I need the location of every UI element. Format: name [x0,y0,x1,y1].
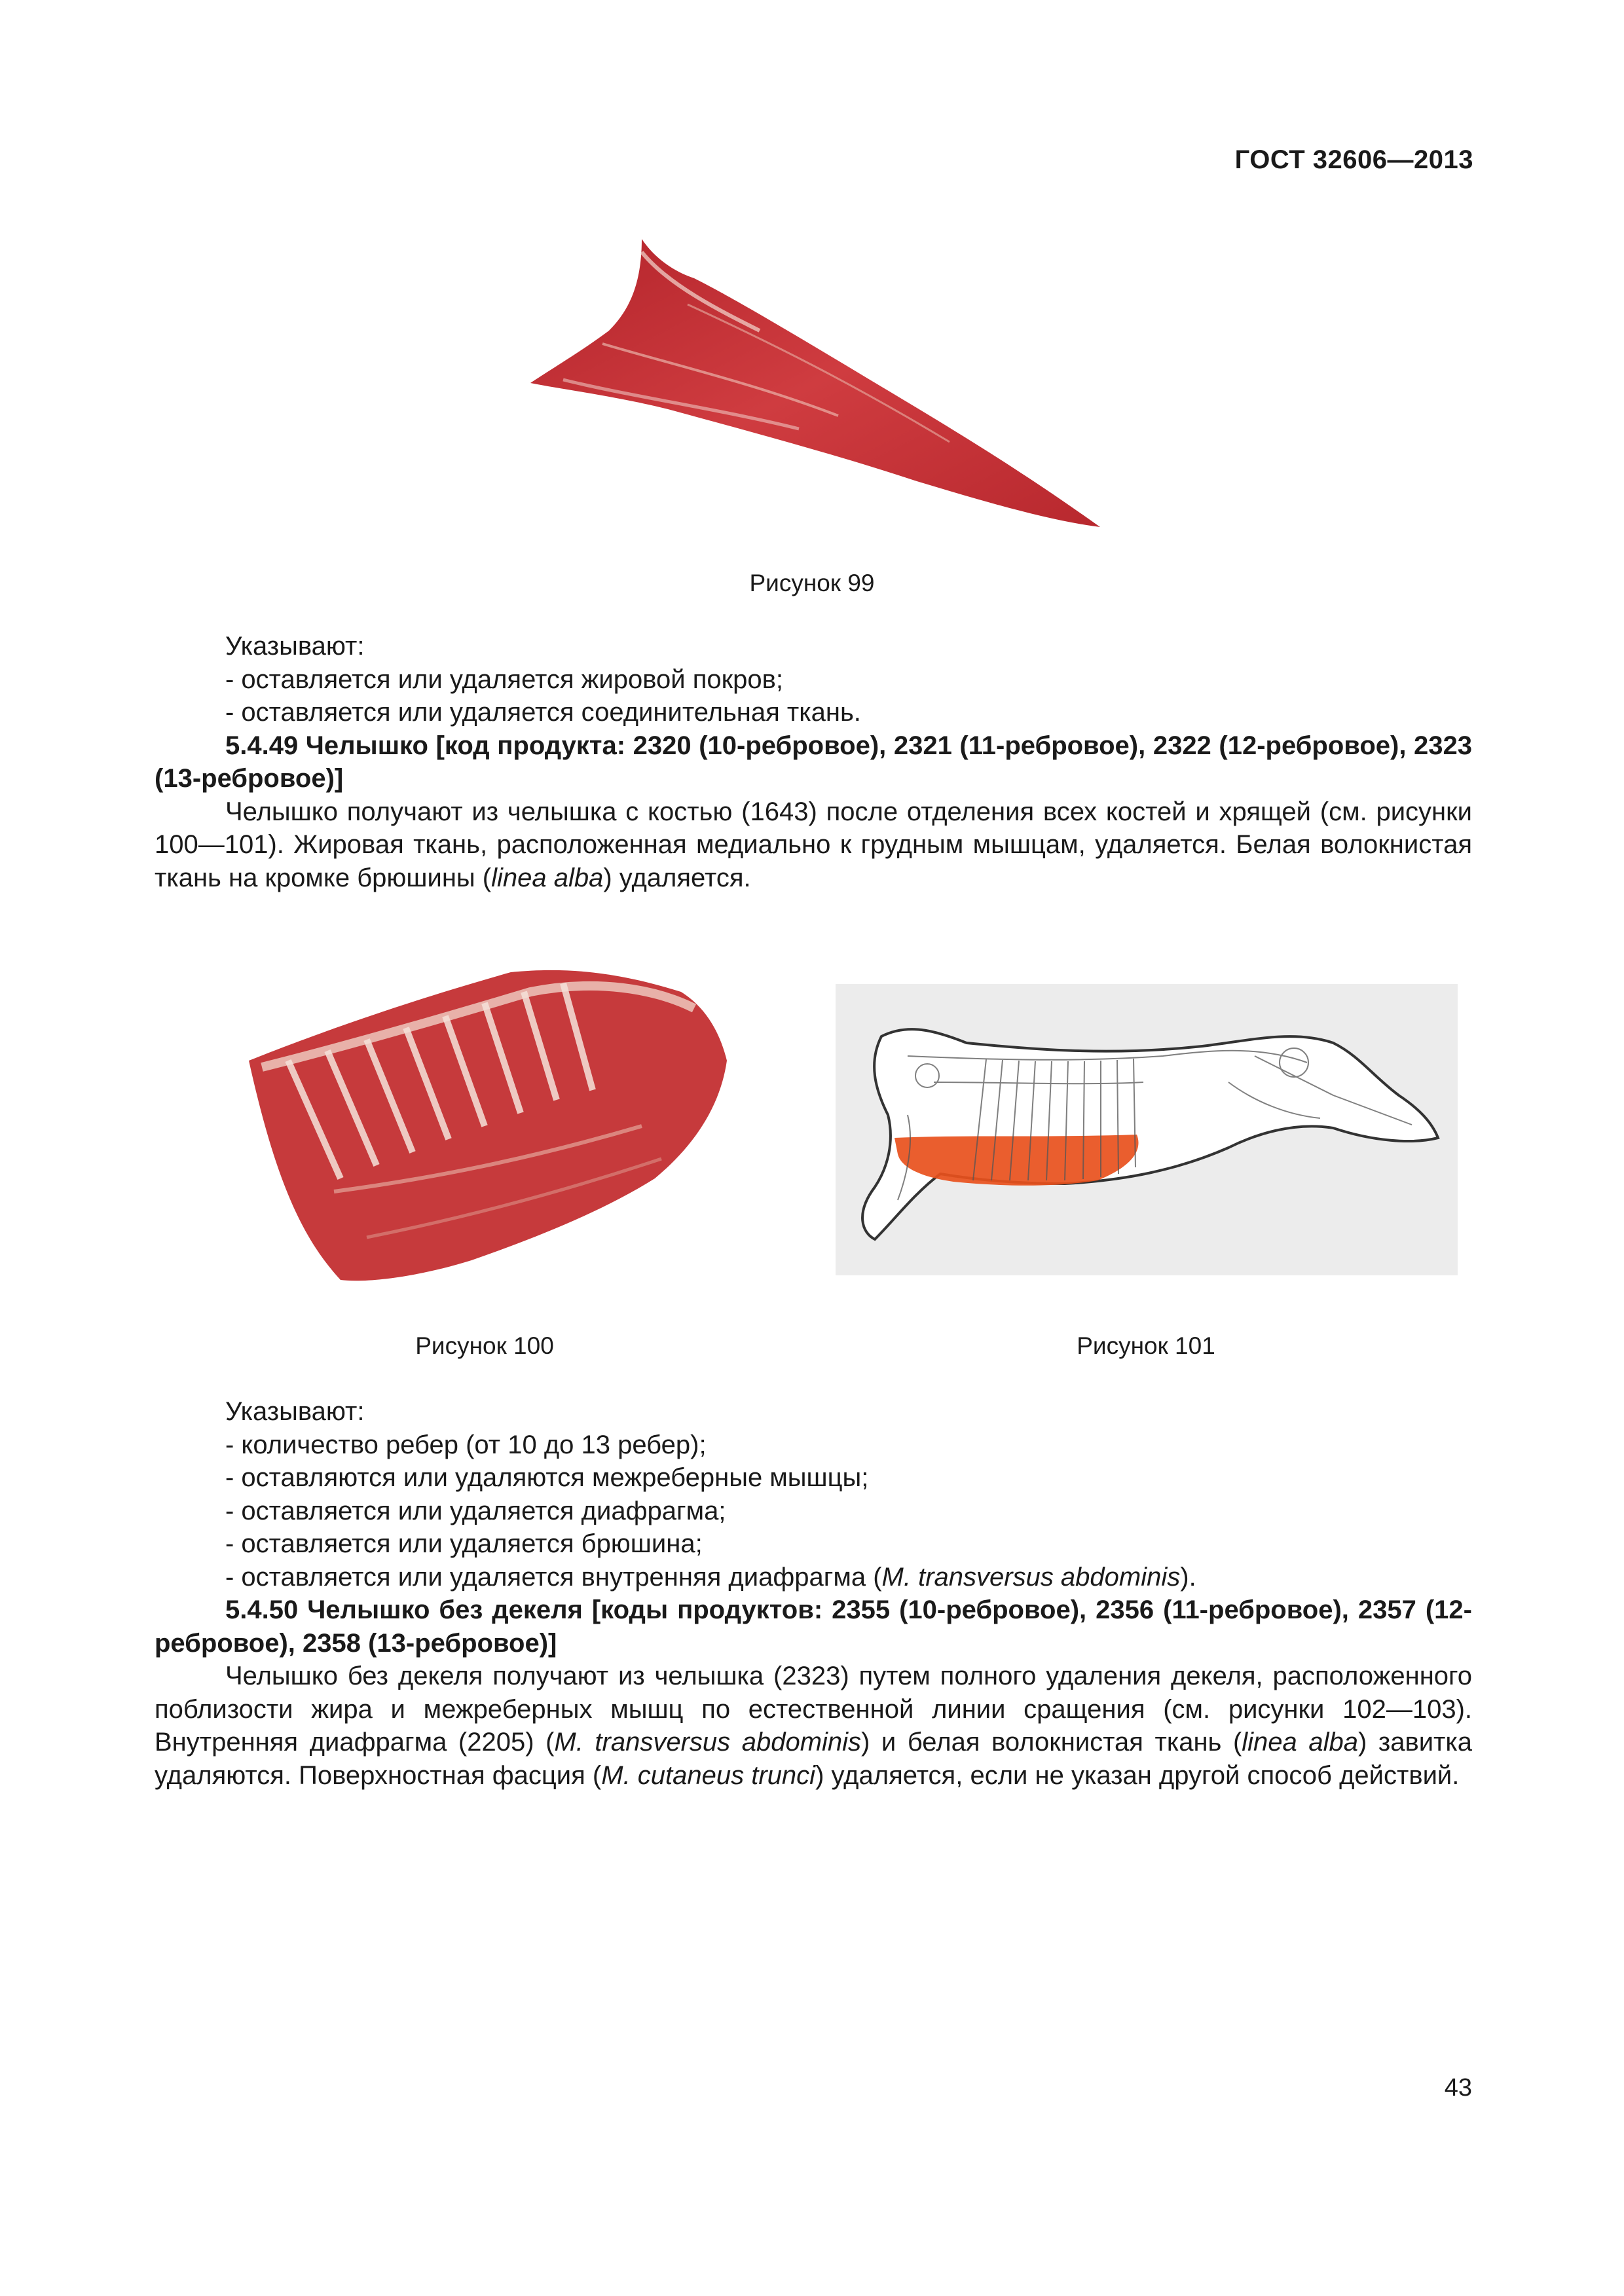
section-heading-5-4-50: 5.4.50 Челышко без декеля [коды продуктов: 2355 (10-ребровое), 2356 (11-ребровое), 2357 (12-ребровое), 2358 (13-ребровое)] [155,1595,1472,1658]
section-body-5-4-50: Челышко без декеля получают из челышка (2323) путем полного удаления декеля, расположенного поблизости жира и межреберных мышц по естественной линии сращения (см. рисунки 102—103). Внутренняя диафрагма (2205) (M. transversus abdominis) и белая волокнистая ткань (linea alba) завитка удаляются. Поверхностная фасция (M. cutaneus trunci) удаляется, если не указан другой способ действий. [155,1662,1472,1790]
list-item: - оставляется или удаляется диафрагма; [225,1496,726,1525]
text-block-2 [155,1395,1472,1792]
list-item: - оставляются или удаляются межреберные мышцы; [225,1463,869,1492]
list-intro-2: Указывают: [225,1397,365,1426]
text-block-1 [155,630,1472,894]
page-number: 43 [1444,2074,1472,2102]
section-body-5-4-49: Челышко получают из челышка с костью (1643) после отделения всех костей и хрящей (см. рисунки 100—101). Жировая ткань, расположенная медиально к грудным мышцам, удаляется. Белая волокнистая ткань на кромке брюшины (linea alba) удаляется. [155,797,1472,892]
list-item: - количество ребер (от 10 до 13 ребер); [225,1430,707,1459]
figure-99-caption: Рисунок 99 [749,570,875,596]
figure-100-caption: Рисунок 100 [415,1332,554,1359]
figure-100-image [236,962,733,1290]
list-item: - оставляется или удаляется жировой покров; [225,665,784,694]
document-id: ГОСТ 32606—2013 [1234,145,1473,174]
list-item: - оставляется или удаляется внутренняя диафрагма (M. transversus abdominis). [225,1562,1196,1592]
section-heading-5-4-49: 5.4.49 Челышко [код продукта: 2320 (10-ребровое), 2321 (11-ребровое), 2322 (12-ребровое), 2323 (13-ребровое)] [155,731,1472,793]
list-intro-1: Указывают: [225,632,365,661]
figure-101-diagram [836,984,1458,1275]
list-item: - оставляется или удаляется брюшина; [225,1529,703,1558]
figure-99-image [524,232,1100,534]
figure-101-caption: Рисунок 101 [1077,1332,1215,1359]
list-item: - оставляется или удаляется соединительная ткань. [225,698,861,727]
